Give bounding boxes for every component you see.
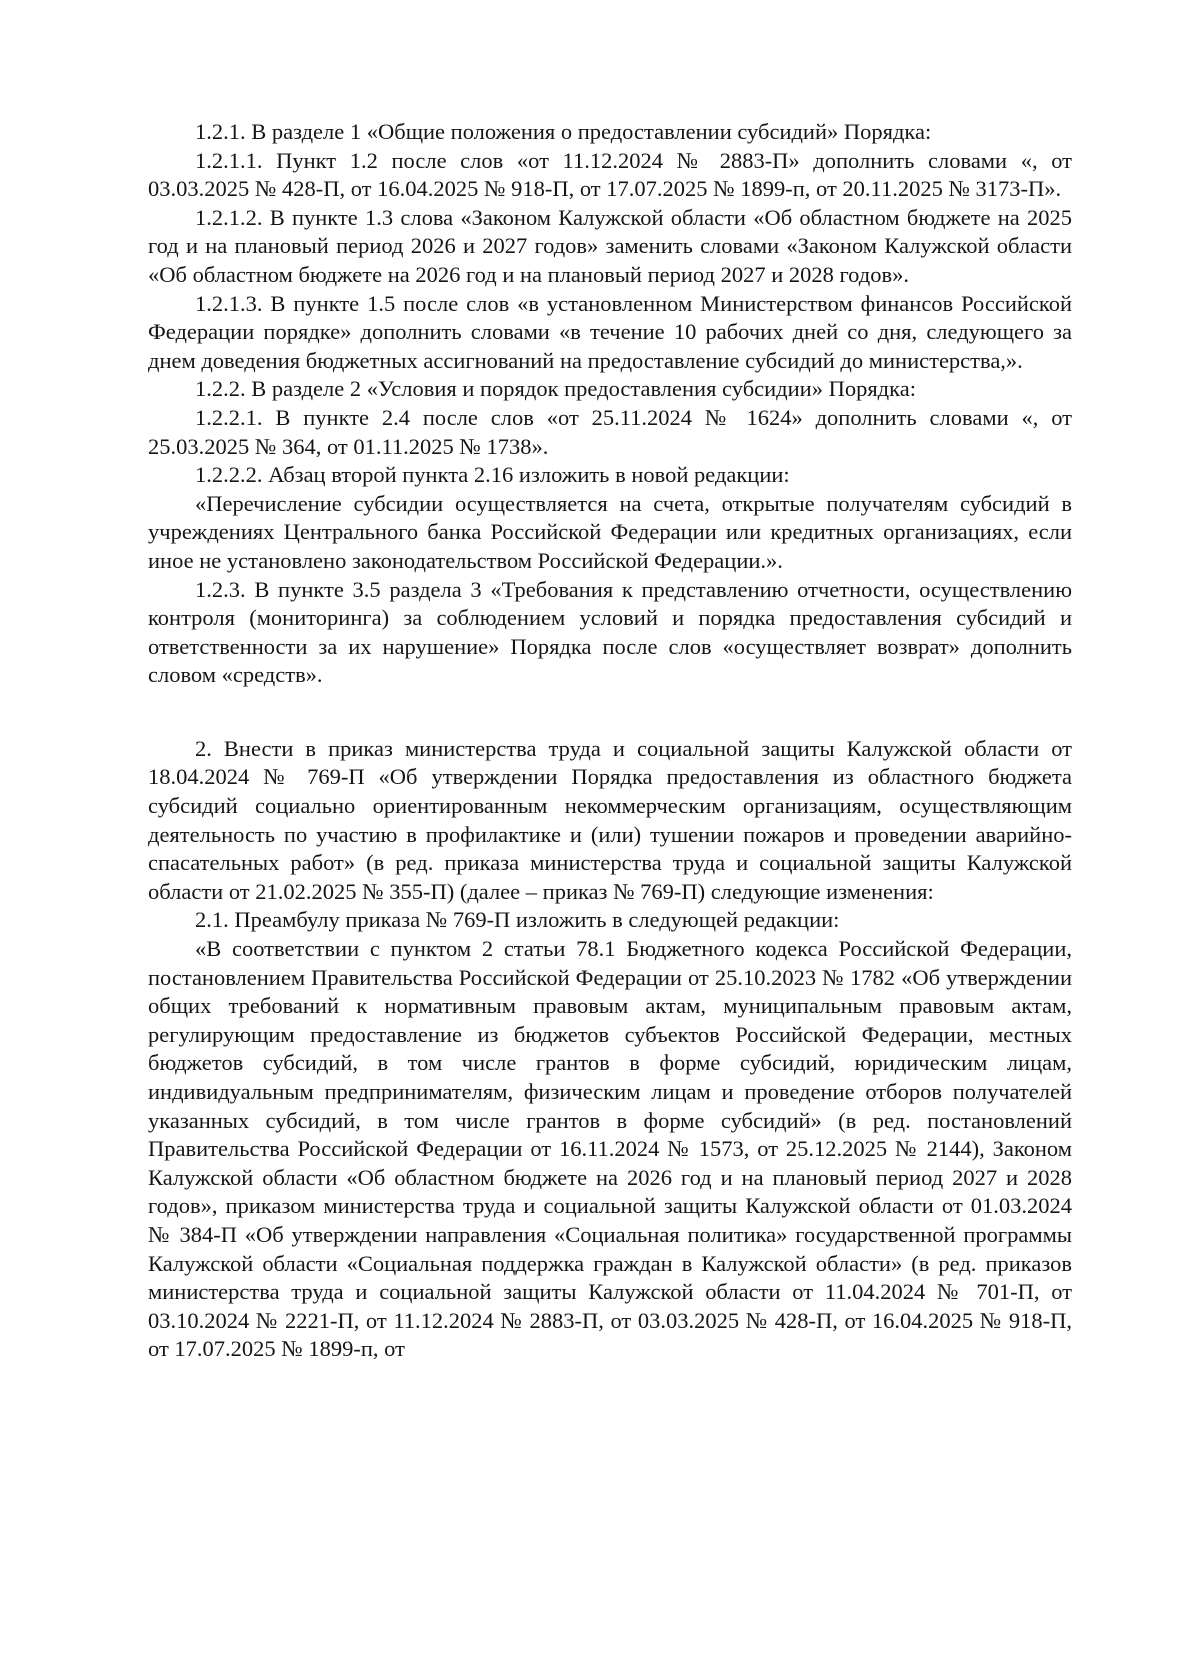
document-page (148, 118, 1072, 1364)
paragraph-1-2-2: 1.2.2. В разделе 2 «Условия и порядок предоставления субсидии» Порядка: (195, 376, 916, 402)
paragraph-1-2-1: 1.2.1. В разделе 1 «Общие положения о предоставлении субсидий» Порядка: (195, 119, 932, 144)
paragraph-1-2-1-1: 1.2.1.1. Пункт 1.2 после слов «от 11.12.2024 № 2883-П» дополнить словами «, от 03.03.2025 № 428-П, от 16.04.2025 № 918-П, от 17.07.2025 № 1899-п, от 20.11.2025 № 3173-П». (148, 147, 1072, 202)
paragraph-1-2-3: 1.2.3. В пункте 3.5 раздела 3 «Требования к представлению отчетности, осуществлению контроля (мониторинга) за соблюдением условий и порядка предоставления субсидий и ответственности за их нарушение» Порядка после слов «осуществляет возврат» дополнить словом «средств». (148, 576, 1072, 688)
paragraph-2-1: 2.1. Преамбулу приказа № 769-П изложить в следующей редакции: (195, 907, 840, 933)
paragraph-1-2-1-3: 1.2.1.3. В пункте 1.5 после слов «в установленном Министерством финансов Российской Федерации порядке» дополнить словами «в течение 10 рабочих дней со дня, следующего за днем доведения бюджетных ассигнований на предоставление субсидий до министерства,». (148, 290, 1072, 373)
paragraph-1-2-2-2: 1.2.2.2. Абзац второй пункта 2.16 изложить в новой редакции: (195, 462, 790, 488)
paragraph-2: 2. Внести в приказ министерства труда и социальной защиты Калужской области от 18.04.2024 № 769-П «Об утверждении Порядка предоставления из областного бюджета субсидий социально ориентированным некоммерческим организациям, осуществляющим деятельность по участию в профилактике и (или) тушении пожаров и проведении аварийно-спасательных работ» (в ред. приказа министерства труда и социальной защиты Калужской области от 21.02.2025 № 355-П) (далее – приказ № 769-П) следующие изменения: (148, 735, 1072, 904)
paragraph-1-2-2-1: 1.2.2.1. В пункте 2.4 после слов «от 25.11.2024 № 1624» дополнить словами «, от 25.03.2025 № 364, от 01.11.2025 № 1738». (148, 404, 1072, 459)
paragraph-quote-transfer: «Перечисление субсидии осуществляется на счета, открытые получателям субсидий в учреждениях Центрального банка Российской Федерации или кредитных организациях, если иное не установлено законодательством Российской Федерации.». (148, 490, 1072, 573)
paragraph-preamble: «В соответствии с пунктом 2 статьи 78.1 Бюджетного кодекса Российской Федерации, постановлением Правительства Российской Федерации от 25.10.2023 № 1782 «Об утверждении общих требований к нормативным правовым актам, муниципальным правовым актам, регулирующим предоставление из бюджетов субъектов Российской Федерации, местных бюджетов субсидий, в том числе грантов в форме субсидий, юридическим лицам, индивидуальным предпринимателям, физическим лицам и проведение отборов получателей указанных субсидий, в том числе грантов в форме субсидий» (в ред. постановлений Правительства Российской Федерации от 16.11.2024 № 1573, от 25.12.2025 № 2144), Законом Калужской области «Об областном бюджете на 2026 год и на плановый период 2027 и 2028 годов», приказом министерства труда и социальной защиты Калужской области от 01.03.2024 № 384-П «Об утверждении направления «Социальная политика» государственной программы Калужской области «Социальная поддержка граждан в Калужской области» (в ред. приказов министерства труда и социальной защиты Калужской области от 11.04.2024 № 701-П, от 03.10.2024 № 2221-П, от 11.12.2024 № 2883-П, от 03.03.2025 № 428-П, от 16.04.2025 № 918-П, от 17.07.2025 № 1899-п, от (148, 936, 1072, 1362)
paragraph-1-2-1-2: 1.2.1.2. В пункте 1.3 слова «Законом Калужской области «Об областном бюджете на 2025 год и на плановый период 2026 и 2027 годов» заменить словами «Законом Калужской области «Об областном бюджете на 2026 год и на плановый период 2027 и 2028 годов». (148, 204, 1072, 287)
section-gap (148, 690, 1072, 735)
